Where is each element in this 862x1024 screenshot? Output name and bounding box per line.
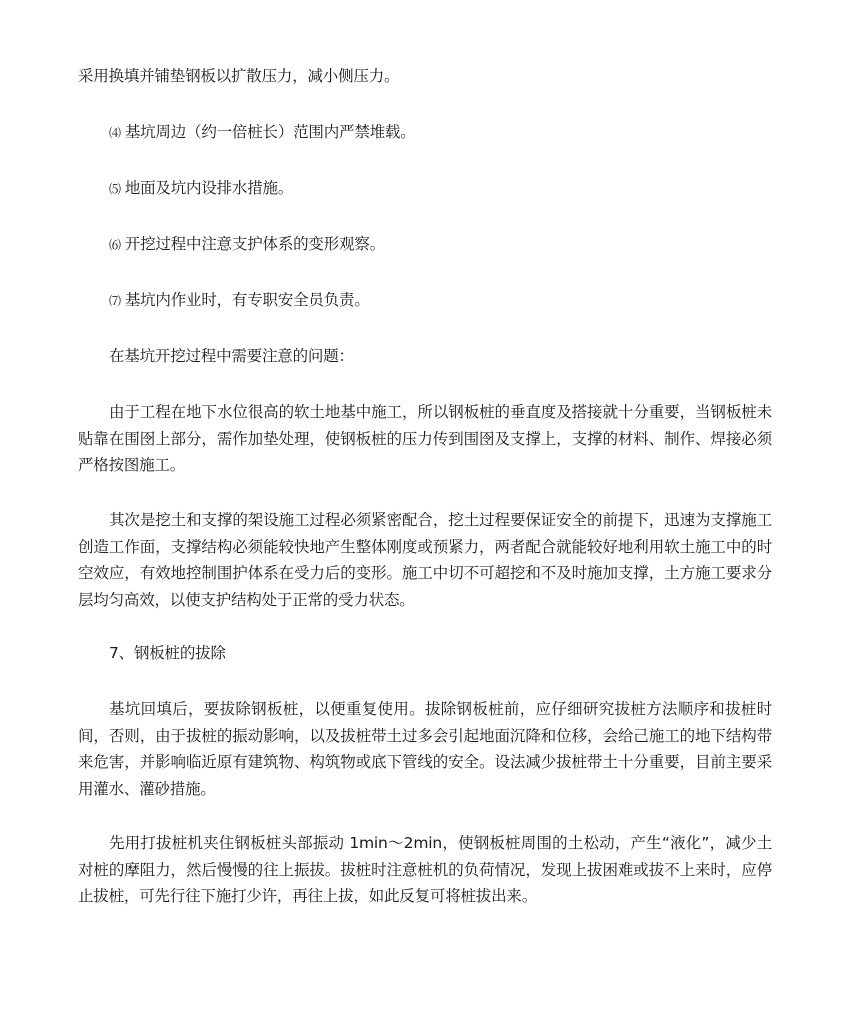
removal-paragraph-1: 基坑回填后，要拔除钢板桩，以便重复使用。拔除钢板桩前，应仔细研究拔桩方法顺序和拔桩时间，否则，由于拔桩的振动影响，以及拔桩带土过多会引起地面沉降和位移，会给己施工的地下结构带来危害，并影响临近原有建筑物、构筑物或底下管线的安全。设法减少拔桩带土十分重要，目前主要采用灌水、灌砂措施。 [78, 700, 772, 798]
list-number: ⑺ [109, 294, 121, 308]
list-item-text: 基坑周边（约一倍桩长）范围内严禁堆载。 [124, 123, 416, 141]
issue-paragraph-1: 由于工程在地下水位很高的软土地基中施工，所以钢板桩的垂直度及搭接就十分重要，当钢板桩未贴靠在围囹上部分，需作加垫处理，使钢板桩的压力传到围囹及支撑上，支撑的材料、制作、焊接必须严格按图施工。 [78, 403, 772, 474]
removal-paragraph-2: 先用打拔桩机夹住钢板桩头部振动 1min～2min，使钢板桩周围的土松动，产生“液化”，减少土对桩的摩阻力，然后慢慢的往上振拔。拔桩时注意桩机的负荷情况，发现上拔困难或拔不上来时，应停止拔桩，可先行往下施打少许，再往上拔，如此反复可将桩拔出来。 [78, 834, 772, 905]
list-item-6 [109, 231, 385, 259]
list-item-4 [109, 119, 416, 147]
list-item-5 [109, 175, 293, 203]
list-item-text: 地面及坑内设排水措施。 [124, 179, 294, 197]
issues-heading: 在基坑开挖过程中需要注意的问题： [109, 347, 354, 365]
list-item-7 [109, 287, 370, 315]
intro-paragraph: 采用换填并铺垫钢板以扩散压力，减小侧压力。 [78, 67, 400, 85]
list-item-text: 开挖过程中注意支护体系的变形观察。 [124, 235, 385, 253]
list-item-text: 基坑内作业时，有专职安全员负责。 [124, 291, 370, 309]
section-7-heading: 7、钢板桩的拔除 [109, 644, 226, 662]
list-number: ⑸ [109, 182, 121, 196]
issue-paragraph-2: 其次是挖土和支撑的架设施工过程必须紧密配合，挖土过程要保证安全的前提下，迅速为支撑施工创造工作面，支撑结构必须能较快地产生整体刚度或预紧力，两者配合就能较好地利用软土施工中的时空效应，有效地控制围护体系在受力后的变形。施工中切不可超挖和不及时施加支撑，土方施工要求分层均匀高效，以使支护结构处于正常的受力状态。 [78, 511, 772, 609]
list-number: ⑹ [109, 238, 121, 252]
list-number: ⑷ [109, 126, 121, 140]
